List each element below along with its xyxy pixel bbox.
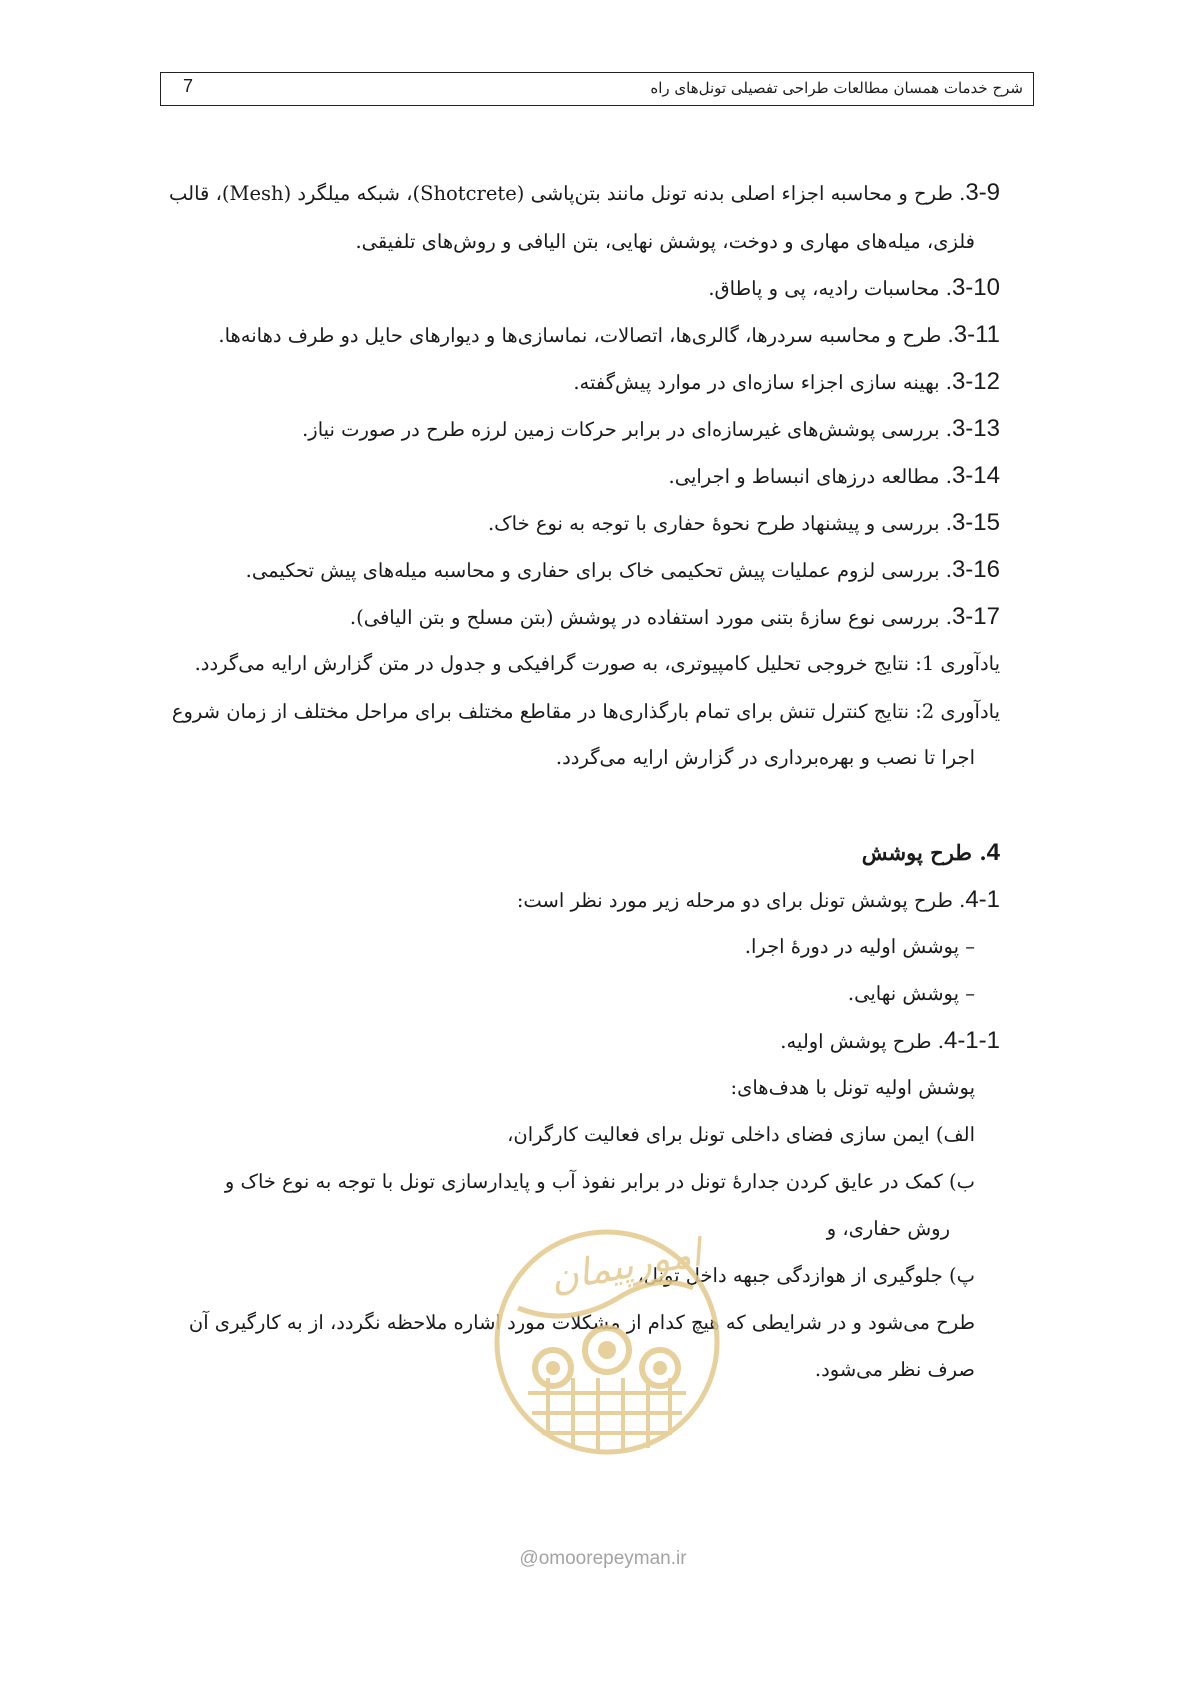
body-line: پوشش اولیه تونل با هدف‌های: [730,1076,975,1099]
watermark-logo-text: امورپیمان [546,1230,705,1301]
list-item-3-12: 3-12. بهینه سازی اجزاء سازه‌ای در موارد پیش‌گفته. [573,368,1000,395]
list-item-3-15: 3-15. بررسی و پیشنهاد طرح نحوهٔ حفاری با توجه به نوع خاک. [487,509,1000,536]
note-1: یادآوری 1: نتایج خروجی تحلیل کامپیوتری، به صورت گرافیکی و جدول در متن گزارش ارایه می‌گردد. [194,652,1000,675]
body-line: روش حفاری، و [826,1217,950,1240]
subsection-4-1: 4-1. طرح پوشش تونل برای دو مرحله زیر مورد نظر است: [516,886,1000,913]
body-line: طرح می‌شود و در شرایطی که هیچ کدام از مشکلات مورد اشاره ملاحظه نگردد، از به کارگیری آن [188,1311,975,1334]
body-line: الف) ایمن سازی فضای داخلی تونل برای فعالیت کارگران، [507,1123,975,1146]
body-line: ب) کمک در عایق کردن جدارهٔ تونل در برابر نفوذ آب و پایدارسازی تونل با توجه به نوع خاک و [224,1170,975,1193]
list-item-3-16: 3-16. بررسی لزوم عملیات پیش تحکیمی خاک برای حفاری و محاسبه میله‌های پیش تحکیمی. [245,556,1000,583]
page-number: 7 [183,76,194,96]
list-item-3-9: 3-9. طرح و محاسبه اجزاء اصلی بدنه تونل مانند بتن‌پاشی (Shotcrete)، شبکه میلگرد (Mesh)، قالب [169,179,1000,206]
note-2: یادآوری 2: نتایج کنترل تنش برای تمام بارگذاری‌ها در مقاطع مختلف برای مراحل مختلف از زمان شروع [171,700,1000,723]
subsection-4-1-1: 4-1-1. طرح پوشش اولیه. [780,1027,1000,1054]
note-2-continuation: اجرا تا نصب و بهره‌برداری در گزارش ارایه می‌گردد. [555,746,975,769]
list-item-3-14: 3-14. مطالعه درزهای انبساط و اجرایی. [668,462,1000,489]
header-title: شرح خدمات همسان مطالعات طراحی تفصیلی تونل‌های راه [650,79,1023,97]
list-item-3-9-continuation: فلزی، میله‌های مهاری و دوخت، پوشش نهایی، بتن الیافی و روش‌های تلفیقی. [355,230,975,253]
body-line: پ) جلوگیری از هوازدگی جبهه داخل تونل، [637,1264,975,1287]
watermark-url: @omoorepeyman.ir [519,1548,687,1569]
watermark-logo [488,1218,726,1478]
page-header [160,72,1034,106]
list-item-3-11: 3-11. طرح و محاسبه سردرها، گالری‌ها، اتصالات، نماسازی‌ها و دیوارهای حایل دو طرف دهانه‌ها. [218,321,1000,348]
list-item-3-17: 3-17. بررسی نوع سازهٔ بتنی مورد استفاده در پوشش (بتن مسلح و بتن الیافی). [349,603,1000,630]
body-line: صرف نظر می‌شود. [814,1358,975,1381]
list-item-3-13: 3-13. بررسی پوشش‌های غیرسازه‌ای در برابر حرکات زمین لرزه طرح در صورت نیاز. [302,415,1000,442]
section-heading: 4. طرح پوشش [861,839,1000,866]
bullet-item: – پوشش نهایی. [847,982,975,1005]
list-item-3-10: 3-10. محاسبات رادیه، پی و پاطاق. [708,274,1000,301]
bullet-item: – پوشش اولیه در دورهٔ اجرا. [744,935,975,958]
